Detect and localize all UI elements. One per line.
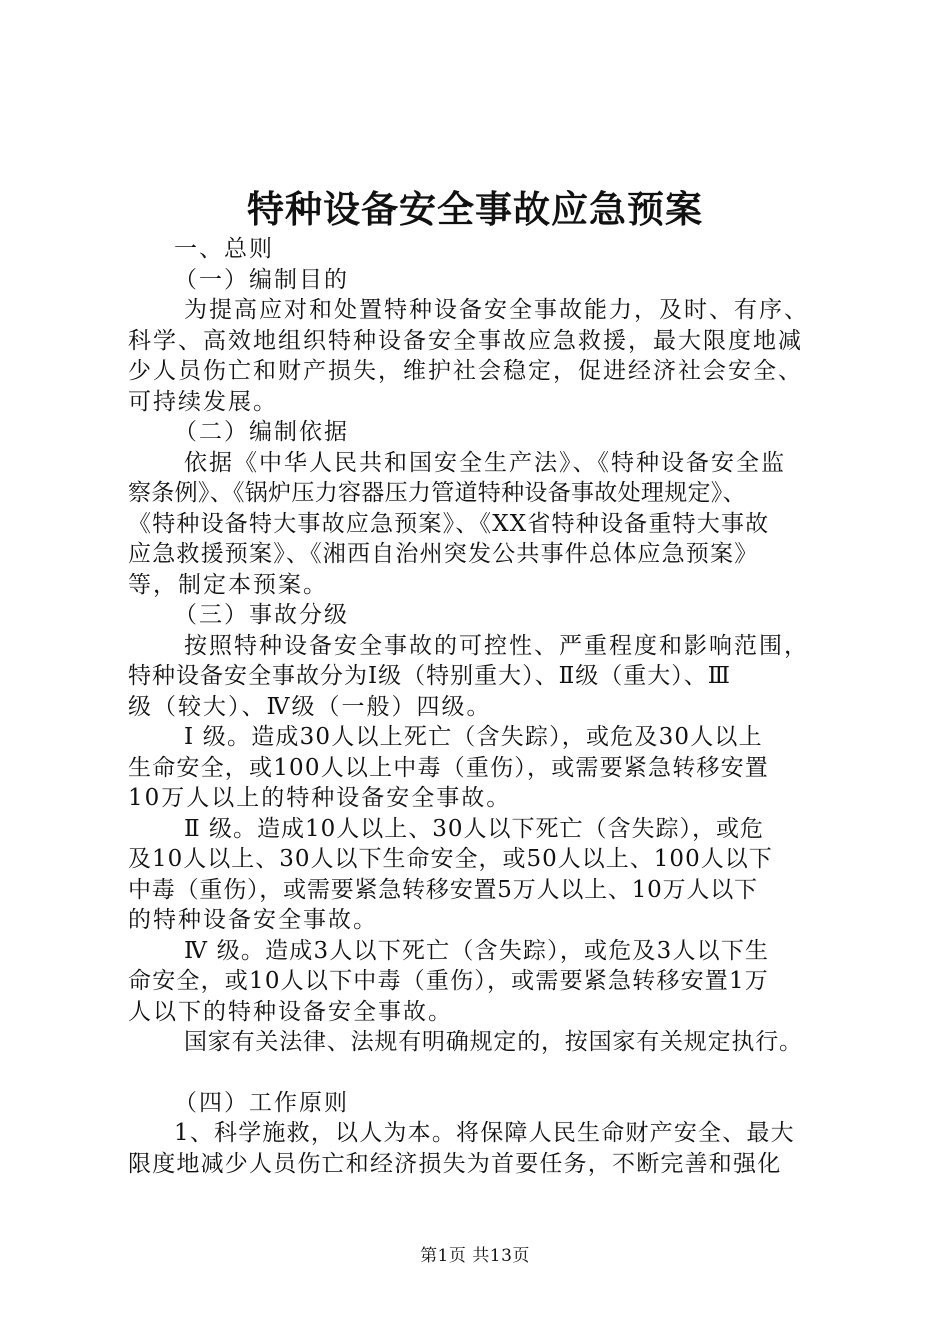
blank-line xyxy=(128,1058,848,1088)
paragraph-line: 国家有关法律、法规有明确规定的，按国家有关规定执行。 xyxy=(184,1029,803,1055)
subsection-heading: （二）编制依据 xyxy=(174,419,349,445)
paragraph-line: 少人员伤亡和财产损失，维护社会稳定，促进经济社会安全、 xyxy=(128,358,803,384)
paragraph-line: 可持续发展。 xyxy=(128,388,278,415)
paragraph-line: 的特种设备安全事故。 xyxy=(128,907,378,933)
paragraph-line: Ⅳ 级。造成3人以下死亡（含失踪），或危及3人以下生 xyxy=(184,937,770,964)
document-title: 特种设备安全事故应急预案 xyxy=(247,187,703,231)
paragraph-line: 级（较大）、Ⅳ级（一般）四级。 xyxy=(128,693,492,720)
paragraph-line: 察条例》、《锅炉压力容器压力管道特种设备事故处理规定》、 xyxy=(128,480,746,506)
paragraph-line: 限度地减少人员伤亡和经济损失为首要任务，不断完善和强化 xyxy=(128,1150,782,1177)
paragraph-line: 特种设备安全事故分为Ⅰ级（特别重大）、Ⅱ级（重大）、Ⅲ xyxy=(128,663,731,689)
section-heading: 一、总则 xyxy=(174,236,274,262)
paragraph-line: 10万人以上的特种设备安全事故。 xyxy=(128,785,512,811)
paragraph-line: 依据《中华人民共和国安全生产法》、《特种设备安全监 xyxy=(184,449,786,476)
document-body xyxy=(128,234,848,1179)
subsection-heading: （一）编制目的 xyxy=(174,266,349,293)
subsection-heading: （三）事故分级 xyxy=(174,602,349,628)
paragraph-line: 生命安全，或100人以上中毒（重伤），或需要紧急转移安置 xyxy=(128,754,769,781)
paragraph-line: 等，制定本预案。 xyxy=(128,571,328,598)
paragraph-line: 中毒（重伤），或需要紧急转移安置5万人以上、10万人以下 xyxy=(128,876,758,903)
paragraph-line: 为提高应对和处置特种设备安全事故能力，及时、有序、 xyxy=(184,297,809,323)
paragraph-line: 按照特种设备安全事故的可控性、严重程度和影响范围， xyxy=(184,632,809,659)
paragraph-line: 命安全，或10人以下中毒（重伤），或需要紧急转移安置1万 xyxy=(128,968,769,994)
paragraph-line: 人以下的特种设备安全事故。 xyxy=(128,998,453,1025)
paragraph-line: Ⅰ 级。造成30人以上死亡（含失踪），或危及30人以上 xyxy=(184,724,763,750)
paragraph-line: 应急救援预案》、《湘西自治州突发公共事件总体应急预案》 xyxy=(128,541,759,567)
paragraph-line: Ⅱ 级。造成10人以上、30人以下死亡（含失踪），或危 xyxy=(184,815,764,842)
paragraph-line: 及10人以上、30人以下生命安全，或50人以上、100人以下 xyxy=(128,846,773,872)
subsection-heading: （四）工作原则 xyxy=(174,1089,349,1116)
page-number: 第1页 共13页 xyxy=(420,1246,530,1266)
paragraph-line: 科学、高效地组织特种设备安全事故应急救援，最大限度地减 xyxy=(128,327,803,354)
paragraph-line: 《特种设备特大事故应急预案》、《XX省特种设备重特大事故 xyxy=(128,510,770,537)
paragraph-line: 1、科学施救，以人为本。将保障人民生命财产安全、最大 xyxy=(174,1120,795,1146)
